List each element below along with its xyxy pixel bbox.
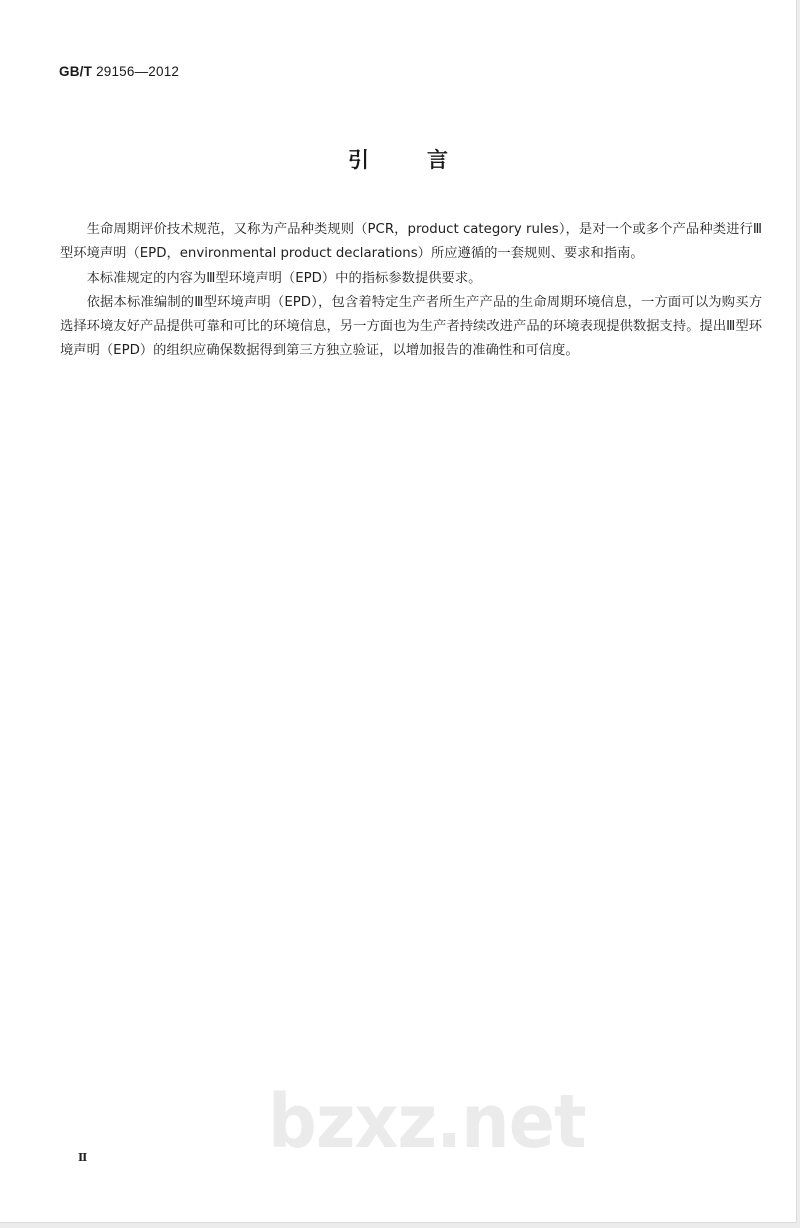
page-number: Ⅱ — [78, 1151, 88, 1164]
paragraph-scope: 本标准规定的内容为Ⅲ型环境声明（EPD）中的指标参数提供要求。 — [86, 270, 482, 286]
introduction-body — [60, 218, 762, 364]
standard-prefix: GB/T — [59, 64, 93, 79]
paragraph-pcr-definition: 生命周期评价技术规范，又称为产品种类规则（PCR，product category rules），是对一个或多个产品种类进行Ⅲ型环境声明（EPD，environmental product declarations）所应遵循的一套规则、要求和指南。 — [60, 222, 762, 262]
paragraph-epd-purpose: 依据本标准编制的Ⅲ型环境声明（EPD），包含着特定生产者所生产产品的生命周期环境信息，一方面可以为购买方选择环境友好产品提供可靠和可比的环境信息，另一方面也为生产者持续改进产品的环境表现提供数据支持。提出Ⅲ型环境声明（EPD）的组织应确保数据得到第三方独立验证，以增加报告的准确性和可信度。 — [60, 294, 762, 359]
standard-number: 29156—2012 — [96, 64, 180, 79]
standard-code-header — [59, 64, 179, 79]
site-watermark: bzxz.net — [268, 1079, 586, 1165]
section-title: 引言 — [348, 148, 506, 172]
